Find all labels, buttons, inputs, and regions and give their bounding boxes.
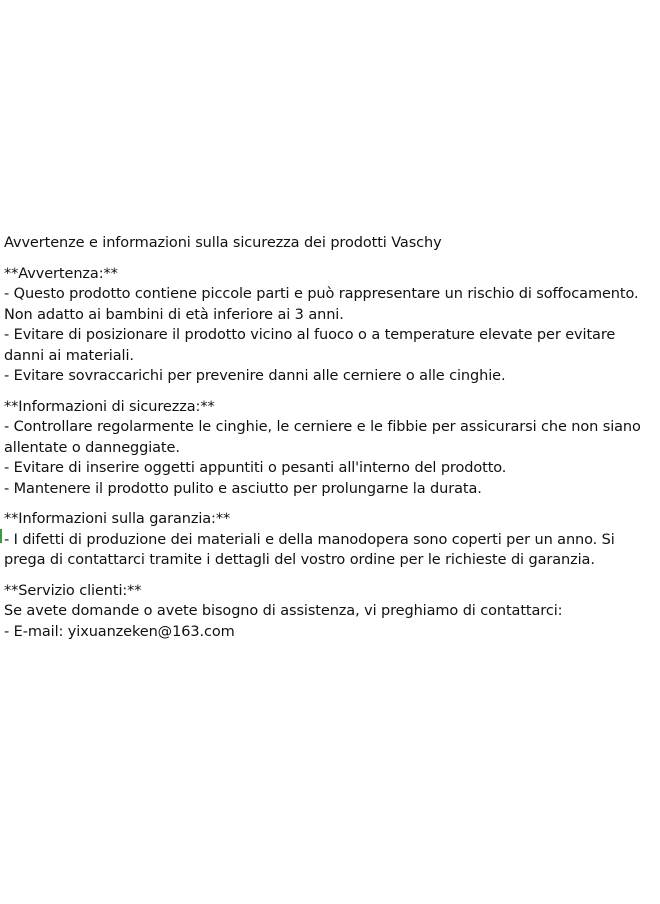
contact-email: - E-mail: yixuanzeken@163.com (4, 623, 235, 640)
list-item: - I difetti di produzione dei materiali e della manodopera sono coperti per un anno. Si prega di contattarci tramite i dettagli del vostro ordine per le richieste di garanzia. (4, 531, 615, 568)
list-item: - Questo prodotto contiene piccole parti e può rappresentare un rischio di soffocamento. Non adatto ai bambini di età inferiore ai 3 anni. (4, 286, 639, 323)
section-heading: **Avvertenza:** (4, 265, 118, 282)
section-warning (4, 264, 656, 387)
section-safety-info (4, 397, 656, 500)
section-warranty (4, 509, 656, 571)
document-body (4, 233, 656, 642)
list-item: - Mantenere il prodotto pulito e asciutto per prolungarne la durata. (4, 480, 482, 497)
section-heading: **Informazioni sulla garanzia:** (4, 511, 231, 527)
list-item: - Evitare di inserire oggetti appuntiti o pesanti all'interno del prodotto. (4, 460, 507, 476)
section-heading: **Servizio clienti:** (4, 582, 142, 599)
contact-intro: Se avete domande o avete bisogno di assistenza, vi preghiamo di contattarci: (4, 603, 563, 619)
section-customer-service (4, 581, 656, 643)
list-item: - Evitare di posizionare il prodotto vicino al fuoco o a temperature elevate per evitare danni ai materiali. (4, 327, 616, 364)
list-item: - Evitare sovraccarichi per prevenire danni alle cerniere o alle cinghie. (4, 368, 506, 384)
section-heading: **Informazioni di sicurezza:** (4, 398, 215, 415)
document-title: Avvertenze e informazioni sulla sicurezza dei prodotti Vaschy (4, 235, 442, 251)
edge-marker (0, 529, 2, 543)
list-item: - Controllare regolarmente le cinghie, le cerniere e le fibbie per assicurarsi che non siano allentate o danneggiate. (4, 419, 641, 456)
